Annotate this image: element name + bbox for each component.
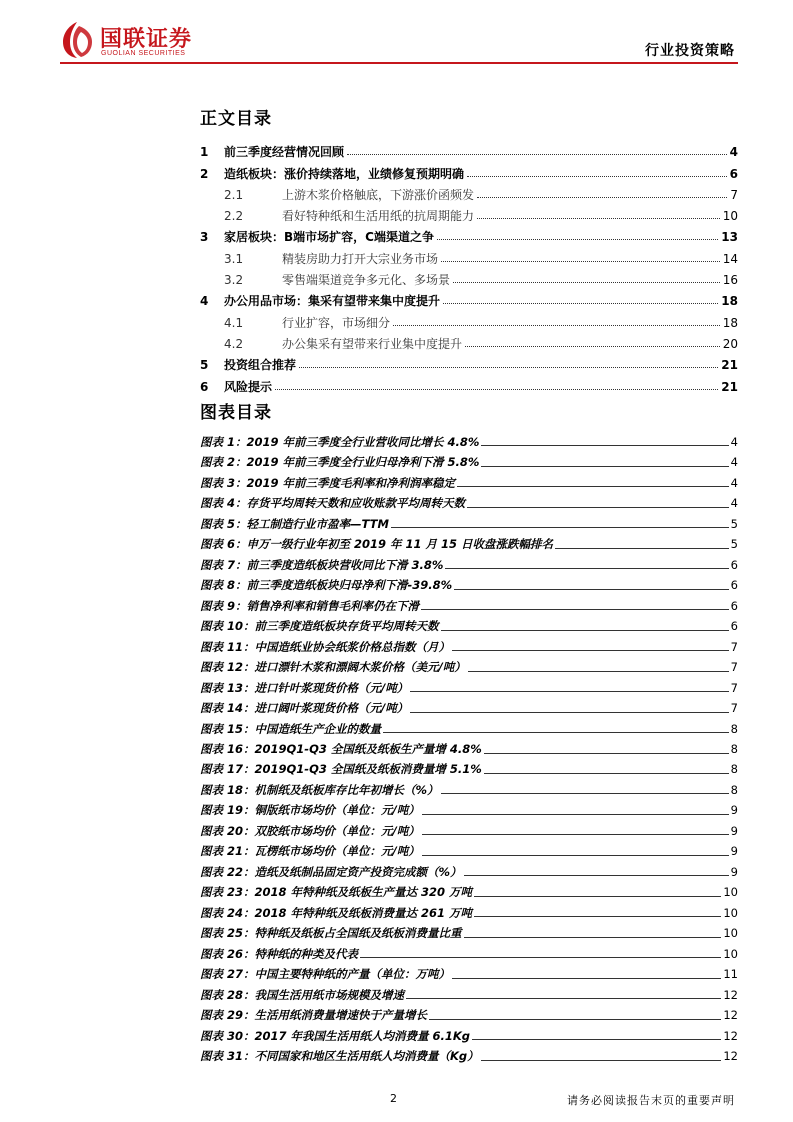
dot-leader bbox=[393, 325, 720, 326]
toc-item-title: 办公用品市场：集采有望带来集中度提升 bbox=[224, 294, 441, 309]
figure-item[interactable] bbox=[200, 837, 738, 857]
dot-leader bbox=[422, 834, 729, 835]
figure-item[interactable] bbox=[200, 899, 738, 919]
dot-leader bbox=[555, 548, 729, 549]
figure-item[interactable] bbox=[200, 674, 738, 694]
figure-item-page: 6 bbox=[730, 619, 738, 634]
figure-item-page: 6 bbox=[730, 598, 738, 613]
toc-item-title: 造纸板块：涨价持续落地，业绩修复预期明确 bbox=[224, 166, 465, 181]
guolian-logo-icon bbox=[60, 20, 94, 60]
figure-item-page: 10 bbox=[723, 885, 738, 900]
figure-item-title: 图表 26：特种纸的种类及代表 bbox=[200, 946, 359, 961]
toc-item-page: 14 bbox=[722, 251, 738, 266]
figure-item-title: 图表 16：2019Q1-Q3 全国纸及纸板生产量增 4.8% bbox=[200, 742, 482, 756]
figure-item[interactable] bbox=[200, 530, 738, 550]
figure-item-page: 10 bbox=[723, 946, 738, 961]
figure-item-page: 12 bbox=[723, 1028, 738, 1043]
dot-leader bbox=[454, 589, 728, 590]
figure-item-title: 图表 19：铜版纸市场均价（单位：元/吨） bbox=[200, 803, 420, 818]
toc-item[interactable] bbox=[200, 350, 738, 371]
figure-item-page: 7 bbox=[730, 701, 738, 716]
dot-leader bbox=[437, 239, 718, 240]
figure-item-page: 7 bbox=[730, 660, 738, 675]
toc-item-page: 21 bbox=[721, 379, 738, 394]
toc-item-title: 风险提示 bbox=[224, 379, 273, 394]
dot-leader bbox=[468, 671, 729, 672]
dot-leader bbox=[299, 367, 718, 368]
figure-item[interactable] bbox=[200, 633, 738, 653]
toc-item-title: 零售端渠道竞争多元化、多场景 bbox=[282, 273, 451, 288]
figure-item-page: 10 bbox=[723, 926, 738, 941]
figure-item[interactable] bbox=[200, 571, 738, 591]
figure-item-page: 9 bbox=[730, 803, 738, 818]
figure-item[interactable] bbox=[200, 715, 738, 735]
logo-english-name: GUOLIAN SECURITIES bbox=[101, 50, 186, 57]
figure-item[interactable] bbox=[200, 878, 738, 898]
figure-item-title: 图表 3：2019 年前三季度毛利率和净利润率稳定 bbox=[200, 475, 456, 490]
toc-item[interactable] bbox=[200, 329, 738, 350]
toc-item-number: 5 bbox=[200, 358, 209, 373]
figure-item-title: 图表 29：生活用纸消费量增速快于产量增长 bbox=[200, 1008, 428, 1023]
figure-item-title: 图表 6：申万一级行业年初至 2019 年 11 月 15 日收盘涨跌幅排名 bbox=[200, 537, 554, 552]
figure-item-title: 图表 15：中国造纸生产企业的数量 bbox=[200, 721, 382, 736]
logo-chinese-name: 国联证券 bbox=[100, 27, 193, 52]
company-logo bbox=[60, 20, 260, 62]
figure-item-title: 图表 14：进口阔叶浆现货价格（元/吨） bbox=[200, 701, 409, 716]
dot-leader bbox=[422, 814, 729, 815]
figure-item-title: 图表 4：存货平均周转天数和应收账款平均周转天数 bbox=[200, 496, 466, 511]
dot-leader bbox=[275, 389, 718, 390]
toc-item-number: 6 bbox=[200, 379, 209, 394]
toc-item-page: 16 bbox=[722, 273, 738, 288]
dot-leader bbox=[429, 1019, 721, 1020]
figure-item-title: 图表 24：2018 年特种纸及纸板消费量达 261 万吨 bbox=[200, 905, 473, 920]
figure-item-page: 10 bbox=[723, 905, 738, 920]
toc-item-title: 精装房助力打开大宗业务市场 bbox=[282, 251, 439, 266]
dot-leader bbox=[474, 916, 721, 917]
toc-item-page: 4 bbox=[729, 145, 738, 160]
toc-item-title: 看好特种纸和生活用纸的抗周期能力 bbox=[282, 209, 475, 224]
figure-item-page: 11 bbox=[723, 967, 738, 982]
figure-item-page: 9 bbox=[730, 844, 738, 859]
toc-item-number: 3.2 bbox=[224, 273, 244, 288]
figure-item-title: 图表 1：2019 年前三季度全行业营收同比增长 4.8% bbox=[200, 434, 480, 449]
dot-leader bbox=[441, 630, 729, 631]
dot-leader bbox=[441, 793, 729, 794]
figure-item-page: 8 bbox=[730, 742, 738, 756]
figure-item-title: 图表 28：我国生活用纸市场规模及增速 bbox=[200, 987, 405, 1002]
figure-item-page: 9 bbox=[730, 864, 738, 879]
figure-item-title: 图表 25：特种纸及纸板占全国纸及纸板消费量比重 bbox=[200, 926, 462, 941]
toc-item[interactable] bbox=[200, 201, 738, 222]
dot-leader bbox=[410, 691, 728, 692]
figure-item-page: 4 bbox=[730, 475, 738, 490]
dot-leader bbox=[481, 466, 728, 467]
figure-item-title: 图表 7：前三季度造纸板块营收同比下滑 3.8% bbox=[200, 557, 444, 572]
figure-item-title: 图表 30：2017 年我国生活用纸人均消费量 6.1Kg bbox=[200, 1028, 471, 1043]
dot-leader bbox=[422, 855, 729, 856]
dot-leader bbox=[410, 712, 728, 713]
dot-leader bbox=[477, 197, 727, 198]
toc-item-number: 2.1 bbox=[224, 187, 244, 202]
toc-item[interactable] bbox=[200, 371, 738, 392]
figure-item-title: 图表 22：造纸及纸制品固定资产投资完成额（%） bbox=[200, 864, 462, 879]
toc-item-title: 投资组合推荐 bbox=[224, 358, 297, 373]
figure-item-title: 图表 21：瓦楞纸市场均价（单位：元/吨） bbox=[200, 844, 420, 859]
toc-item-number: 2.2 bbox=[224, 209, 244, 224]
figure-item-page: 9 bbox=[730, 823, 738, 838]
dot-leader bbox=[383, 732, 729, 733]
figure-item-page: 8 bbox=[730, 762, 738, 777]
dot-leader bbox=[472, 1039, 721, 1040]
figure-item[interactable] bbox=[200, 448, 738, 468]
figure-item[interactable] bbox=[200, 858, 738, 878]
dot-leader bbox=[452, 650, 729, 651]
figure-item-title: 图表 11：中国造纸业协会纸浆价格总指数（月） bbox=[200, 639, 451, 654]
report-type: 行业投资策略 bbox=[645, 43, 735, 59]
figure-item[interactable] bbox=[200, 1022, 738, 1042]
toc-item[interactable] bbox=[200, 222, 738, 243]
figure-item-page: 5 bbox=[730, 516, 738, 531]
page-header bbox=[0, 0, 793, 70]
toc-item[interactable] bbox=[200, 158, 738, 179]
dot-leader bbox=[391, 527, 729, 528]
dot-leader bbox=[484, 773, 729, 774]
toc-item-page: 18 bbox=[722, 315, 738, 330]
dot-leader bbox=[406, 998, 721, 999]
figure-item-title: 图表 31：不同国家和地区生活用纸人均消费量（Kg） bbox=[200, 1049, 479, 1064]
dot-leader bbox=[421, 609, 729, 610]
toc-item-title: 上游木浆价格触底，下游涨价函频发 bbox=[282, 187, 475, 202]
footer-disclaimer: 请务必阅读报告末页的重要声明 bbox=[567, 1094, 735, 1107]
figure-item[interactable] bbox=[200, 940, 738, 960]
dot-leader bbox=[484, 753, 729, 754]
figure-item-page: 12 bbox=[723, 987, 738, 1002]
dot-leader bbox=[467, 507, 729, 508]
toc-item[interactable] bbox=[200, 243, 738, 264]
figure-item-title: 图表 20：双胶纸市场均价（单位：元/吨） bbox=[200, 823, 420, 838]
figure-item-page: 12 bbox=[723, 1008, 738, 1023]
toc-item-page: 20 bbox=[722, 336, 738, 351]
figure-item[interactable] bbox=[200, 489, 738, 509]
dot-leader bbox=[464, 937, 722, 938]
figure-item[interactable] bbox=[200, 960, 738, 980]
figure-item[interactable] bbox=[200, 694, 738, 714]
toc-item-title: 办公集采有望带来行业集中度提升 bbox=[282, 336, 463, 351]
figure-item-title: 图表 18：机制纸及纸板库存比年初增长（%） bbox=[200, 782, 439, 797]
figure-item-page: 12 bbox=[723, 1049, 738, 1064]
dot-leader bbox=[477, 218, 720, 219]
figure-item-title: 图表 27：中国主要特种纸的产量（单位：万吨） bbox=[200, 967, 451, 982]
figure-list bbox=[200, 428, 738, 1063]
dot-leader bbox=[481, 1060, 722, 1061]
figure-item[interactable] bbox=[200, 919, 738, 939]
figure-item-title: 图表 9：销售净利率和销售毛利率仍在下滑 bbox=[200, 598, 420, 613]
dot-leader bbox=[457, 486, 729, 487]
toc-item-title: 家居板块：B端市场扩容，C端渠道之争 bbox=[224, 230, 434, 245]
figure-item-title: 图表 13：进口针叶浆现货价格（元/吨） bbox=[200, 680, 409, 695]
toc-item-title: 前三季度经营情况回顾 bbox=[224, 145, 345, 160]
table-of-contents bbox=[200, 137, 738, 393]
toc-item[interactable] bbox=[200, 137, 738, 158]
figure-item-title: 图表 2：2019 年前三季度全行业归母净利下滑 5.8% bbox=[200, 455, 480, 470]
dot-leader bbox=[360, 957, 721, 958]
toc-item-number: 2 bbox=[200, 166, 209, 181]
toc-item[interactable] bbox=[200, 265, 738, 286]
dot-leader bbox=[441, 261, 720, 262]
figure-item-page: 6 bbox=[730, 557, 738, 572]
toc-item-number: 4 bbox=[200, 294, 209, 309]
figure-item-page: 7 bbox=[730, 639, 738, 654]
figure-item-page: 5 bbox=[730, 537, 738, 552]
figure-item[interactable] bbox=[200, 1042, 738, 1062]
figure-item[interactable] bbox=[200, 612, 738, 632]
dot-leader bbox=[464, 875, 729, 876]
toc-item-page: 7 bbox=[730, 187, 738, 202]
figure-item-page: 4 bbox=[730, 434, 738, 449]
figure-item[interactable] bbox=[200, 510, 738, 530]
dot-leader bbox=[445, 568, 728, 569]
figure-item[interactable] bbox=[200, 756, 738, 776]
toc-item-page: 6 bbox=[729, 166, 738, 181]
figure-item-title: 图表 23：2018 年特种纸及纸板生产量达 320 万吨 bbox=[200, 885, 473, 900]
header-divider bbox=[60, 62, 738, 64]
figure-item[interactable] bbox=[200, 735, 738, 755]
figure-item-page: 8 bbox=[730, 782, 738, 797]
figure-item-title: 图表 5：轻工制造行业市盈率—TTM bbox=[200, 516, 389, 531]
figure-item-title: 图表 10：前三季度造纸板块存货平均周转天数 bbox=[200, 619, 439, 634]
dot-leader bbox=[465, 346, 720, 347]
page-number: 2 bbox=[390, 1092, 397, 1105]
toc-item-number: 4.2 bbox=[224, 336, 244, 351]
toc-item-page: 21 bbox=[721, 358, 738, 373]
figure-item-title: 图表 17：2019Q1-Q3 全国纸及纸板消费量增 5.1% bbox=[200, 762, 482, 777]
dot-leader bbox=[443, 303, 718, 304]
figure-item[interactable] bbox=[200, 776, 738, 796]
figure-item[interactable] bbox=[200, 653, 738, 673]
dot-leader bbox=[481, 445, 728, 446]
toc-heading: 正文目录 bbox=[200, 109, 272, 129]
figure-item[interactable] bbox=[200, 796, 738, 816]
toc-item-page: 18 bbox=[721, 294, 738, 309]
toc-item[interactable] bbox=[200, 180, 738, 201]
figure-item[interactable] bbox=[200, 981, 738, 1001]
dot-leader bbox=[467, 176, 727, 177]
toc-item[interactable] bbox=[200, 307, 738, 328]
figure-item[interactable] bbox=[200, 469, 738, 489]
toc-item-title: 行业扩容，市场细分 bbox=[282, 315, 391, 330]
dot-leader bbox=[453, 282, 720, 283]
figure-item[interactable] bbox=[200, 551, 738, 571]
toc-item[interactable] bbox=[200, 286, 738, 307]
toc-item-number: 3 bbox=[200, 230, 209, 245]
figure-item-page: 4 bbox=[730, 496, 738, 511]
toc-item-number: 4.1 bbox=[224, 315, 244, 330]
figure-item[interactable] bbox=[200, 817, 738, 837]
figure-item-page: 4 bbox=[730, 455, 738, 470]
figure-item[interactable] bbox=[200, 592, 738, 612]
figure-item-title: 图表 8：前三季度造纸板块归母净利下滑-39.8% bbox=[200, 578, 453, 593]
toc-item-number: 1 bbox=[200, 145, 209, 160]
figures-heading: 图表目录 bbox=[200, 403, 272, 423]
toc-item-number: 3.1 bbox=[224, 251, 244, 266]
dot-leader bbox=[474, 896, 721, 897]
toc-item-page: 10 bbox=[722, 209, 738, 224]
figure-item[interactable] bbox=[200, 428, 738, 448]
figure-item-page: 8 bbox=[730, 721, 738, 736]
figure-item-page: 7 bbox=[730, 680, 738, 695]
figure-item-title: 图表 12：进口漂针木浆和漂阔木浆价格（美元/吨） bbox=[200, 660, 466, 675]
figure-item[interactable] bbox=[200, 1001, 738, 1021]
dot-leader bbox=[347, 154, 727, 155]
toc-item-page: 13 bbox=[721, 230, 738, 245]
figure-item-page: 6 bbox=[730, 578, 738, 593]
dot-leader bbox=[452, 978, 721, 979]
